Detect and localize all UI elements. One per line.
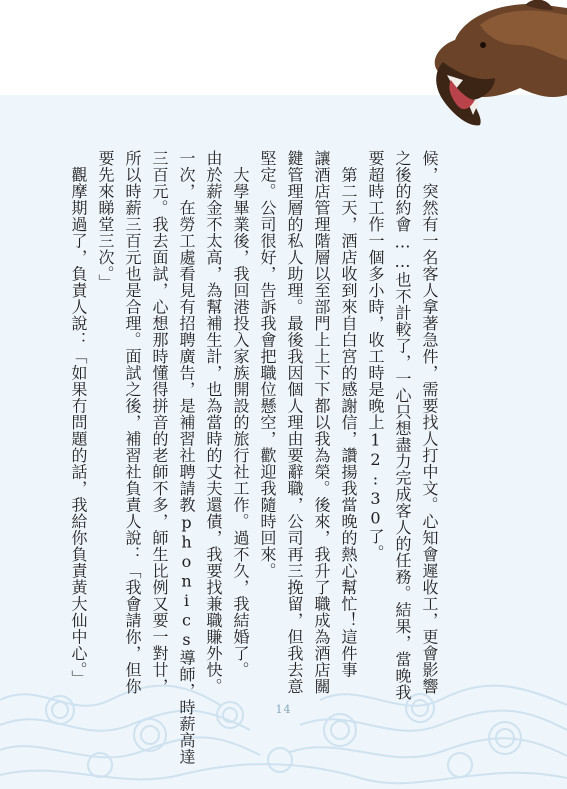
text-column: 要超時工作一個多小時，收工時是晚上12:30了。 — [366, 150, 385, 561]
text-column: 之後的約會……也不計較了，一心只想盡力完成客人的任務。結果，當晚我 — [393, 150, 412, 701]
text-column: 要先來睇堂三次。」 — [96, 150, 115, 291]
bear-illustration — [425, 0, 567, 135]
text-column: 觀摩期過了，負責人說：「如果冇問題的話，我給你負責黃大仙中心。」 — [69, 150, 88, 687]
text-column: 一次，在勞工處看見有招聘廣告，是補習社聘請教phonics導師，時薪高達 — [177, 150, 196, 765]
text-column: 堅定。公司很好，告訴我會把職位懸空，歡迎我隨時回來。 — [258, 150, 277, 579]
text-column: 由於薪金不太高，為幫補生計，也為當時的丈夫還債，我要找兼職賺外快。 — [204, 150, 223, 695]
text-column: 讓酒店管理階層以至部門上上下下都以我為榮。後來，我升了職成為酒店關 — [312, 150, 331, 695]
text-column: 大學畢業後，我回港投入家族開設的旅行社工作。過不久，我結婚了。 — [231, 150, 250, 678]
text-column: 第二天，酒店收到來自白宮的感謝信，讚揚我當晚的熱心幫忙！這件事 — [339, 150, 358, 678]
text-column: 鍵管理層的私人助理。最後我因個人理由要辭職，公司再三挽留，但我去意 — [285, 150, 304, 695]
page-number: 14 — [275, 703, 292, 716]
text-column: 候，突然有一名客人拿著急件，需要找人打中文。心知會遲收工，更會影響 — [420, 150, 439, 695]
text-column: 三百元。我去面試，心想那時懂得拼音的老師不多，師生比例又要一對廿， — [150, 150, 169, 695]
text-column: 所以時薪三百元也是合理。面試之後，補習社負責人說：「我會請你，但你 — [123, 150, 142, 695]
